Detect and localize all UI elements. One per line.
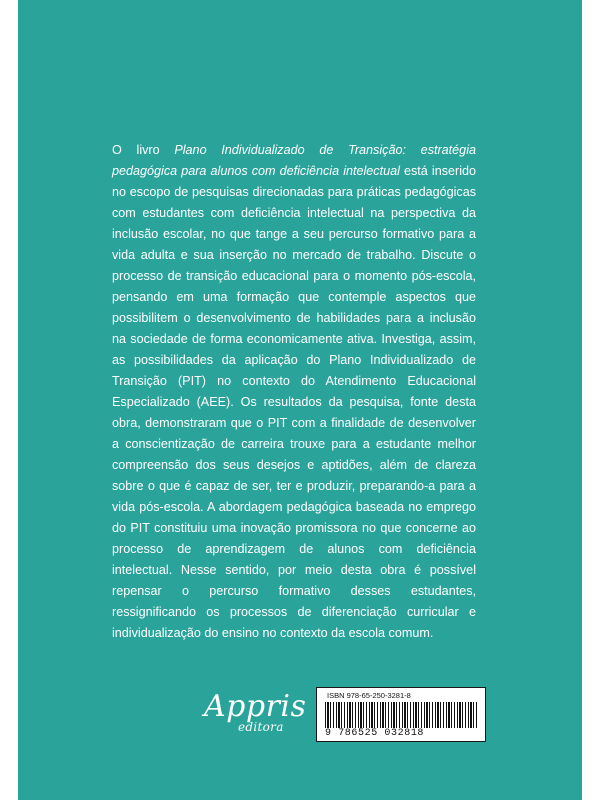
isbn-barcode	[316, 687, 486, 742]
barcode-digits: 9 786525 032818	[325, 728, 425, 739]
publisher-subtitle: editora	[238, 720, 284, 734]
publisher-name: Appris	[204, 689, 307, 724]
barcode-bars	[325, 702, 477, 728]
blurb-intro: O livro	[112, 143, 175, 157]
book-title: Plano Individualizado de Transição: estratégia pedagógica para alunos com deficiência intelectual	[112, 143, 476, 178]
book-blurb	[112, 140, 476, 644]
isbn-label: ISBN 978-65-250-3281-8	[327, 691, 411, 700]
publisher-logo	[198, 689, 307, 742]
blurb-body: está inserido no escopo de pesquisas direcionadas para práticas pedagógicas com estudantes com deficiência intelectual na perspectiva da inclusão escolar, no que tange a seu percurso formativo para a vida adulta e sua inserção no mercado de trabalho. Discute o processo de transição educacional para o momento pós-escola, pensando em uma formação que contemple aspectos que possibilitem o desenvolvimento de habilidades para a inclusão na sociedade de forma economicamente ativa. Investiga, assim, as possibilidades da aplicação do Plano Individualizado de Transição (PIT) no contexto do Atendimento Educacional Especializado (AEE). Os resultados da pesquisa, fonte desta obra, demonstraram que o PIT com a finalidade de desenvolver a conscientização de carreira trouxe para a estudante melhor compreensão dos seus desejos e aptidões, além de clareza sobre o que é capaz de ser, ter e produzir, preparando-a para a vida pós-escola. A abordagem pedagógica baseada no emprego do PIT constituiu uma inovação promissora no que concerne ao processo de aprendizagem de alunos com deficiência intelectual. Nesse sentido, por meio desta obra é possível repensar o percurso formativo desses estudantes, ressignificando os processos de diferenciação curricular e individualização do ensino no contexto da escola comum.	[112, 164, 476, 640]
